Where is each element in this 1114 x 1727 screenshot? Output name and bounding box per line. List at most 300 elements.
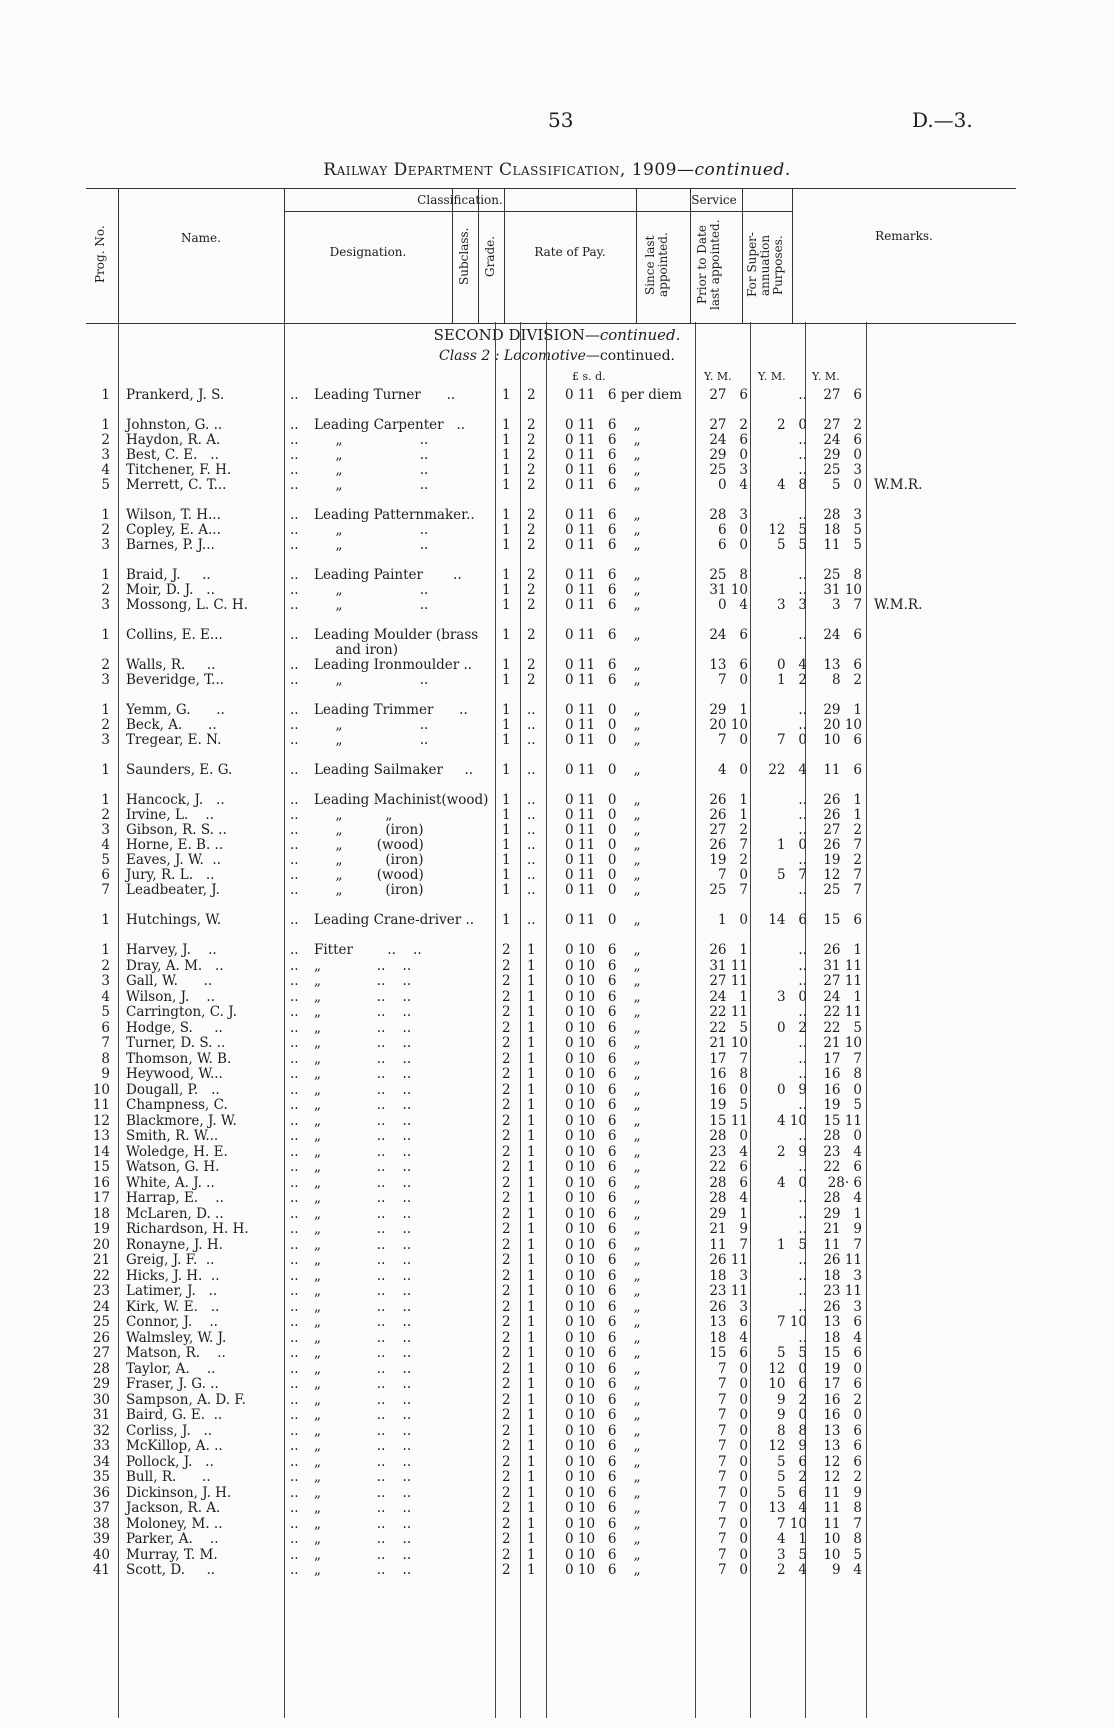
grade: 2 (527, 417, 536, 433)
designation: „ .. .. (314, 1206, 412, 1222)
since-last-appointed: 28 3 (709, 507, 748, 523)
prior-to-date: 9 0 (776, 1407, 807, 1423)
superannuation: 25 8 (823, 567, 862, 583)
col-divider (452, 189, 453, 323)
designation: „ .. .. (314, 1485, 412, 1501)
table-row (0, 598, 1114, 613)
since-last-appointed: 4 0 (717, 762, 748, 778)
prior-to-date: .. (798, 717, 807, 733)
table-row (0, 1269, 1114, 1284)
prior-to-date: 1 2 (776, 672, 807, 688)
prog-no: 28 (92, 1361, 110, 1377)
table-row (0, 1501, 1114, 1516)
prior-to-date: .. (798, 1128, 807, 1144)
grade: 1 (527, 1423, 536, 1439)
designation: „ .. (314, 522, 429, 538)
grade: 2 (527, 507, 536, 523)
since-last-appointed: 24 6 (709, 627, 748, 643)
superannuation: 8 2 (831, 672, 862, 688)
designation: „ (wood) (314, 837, 424, 853)
prog-no: 6 (101, 1020, 110, 1036)
prior-to-date: .. (798, 807, 807, 823)
table-row (0, 959, 1114, 974)
designation: „ .. .. (314, 1299, 412, 1315)
employee-name: Kirk, W. E. .. (126, 1299, 220, 1315)
since-last-appointed: 7 0 (717, 1547, 748, 1563)
designation: „ .. .. (314, 1004, 412, 1020)
grade: 1 (527, 1500, 536, 1516)
subclass: 1 (502, 387, 511, 403)
superannuation: 19 2 (823, 852, 862, 868)
prior-to-date: .. (798, 1299, 807, 1315)
grade: 1 (527, 1035, 536, 1051)
prog-no: 37 (92, 1500, 110, 1516)
for-super-heading: For Super-annuation Purposes. (745, 232, 785, 298)
table-row (0, 538, 1114, 553)
prior-to-date: 12 0 (768, 1361, 807, 1377)
table-row (0, 733, 1114, 748)
table-row (0, 1129, 1114, 1144)
leader-dots: .. (290, 657, 299, 673)
employee-name: Hicks, J. H. .. (126, 1268, 220, 1284)
designation-heading: Designation. (329, 245, 407, 259)
since-last-appointed: 19 5 (709, 1097, 748, 1113)
employee-name: Latimer, J. .. (126, 1283, 218, 1299)
rate-of-pay: 0 10 6 „ (565, 1454, 641, 1470)
section-title-main: SECOND DIVISION— (433, 326, 600, 344)
rate-of-pay: 0 10 6 „ (565, 942, 641, 958)
subclass: 2 (502, 1438, 511, 1454)
superannuation: 27 2 (823, 822, 862, 838)
table-row (0, 1253, 1114, 1268)
rate-of-pay: 0 11 6 „ (565, 567, 641, 583)
leader-dots: .. (290, 1097, 299, 1113)
subclass: 2 (502, 958, 511, 974)
table-row (0, 808, 1114, 823)
superannuation: 22 11 (823, 1004, 862, 1020)
prior-to-date: .. (798, 822, 807, 838)
subclass: 2 (502, 1361, 511, 1377)
rate-of-pay: 0 10 6 „ (565, 1051, 641, 1067)
designation: „ .. .. (314, 1051, 412, 1067)
leader-dots: .. (290, 1237, 299, 1253)
grade: 1 (527, 1221, 536, 1237)
employee-name: Parker, A. .. (126, 1531, 219, 1547)
table-row (0, 1346, 1114, 1361)
grade: .. (527, 882, 536, 898)
prog-no: 1 (101, 627, 110, 643)
grade: 1 (527, 1392, 536, 1408)
prior-to-date: 7 10 (776, 1314, 807, 1330)
leader-dots: .. (290, 1082, 299, 1098)
grade: 2 (527, 432, 536, 448)
table-row (0, 1207, 1114, 1222)
superannuation: 28 4 (823, 1190, 862, 1206)
table-row (0, 853, 1114, 868)
rate-of-pay: 0 11 6 per diem (565, 387, 682, 403)
designation: „ .. .. (314, 1159, 412, 1175)
employee-name: Collins, E. E... (126, 627, 223, 643)
prog-no: 30 (92, 1392, 110, 1408)
leader-dots: .. (290, 1051, 299, 1067)
leader-dots: .. (290, 807, 299, 823)
designation: Leading Ironmoulder .. (314, 657, 473, 673)
grade: 2 (527, 447, 536, 463)
grade: 1 (527, 1190, 536, 1206)
designation: „ .. .. (314, 1113, 412, 1129)
col-divider (690, 189, 691, 323)
since-last-appointed: 23 4 (709, 1144, 748, 1160)
employee-name: Scott, D. .. (126, 1562, 216, 1578)
designation: „ .. .. (314, 1407, 412, 1423)
designation: „ .. .. (314, 1283, 412, 1299)
employee-name: Eaves, J. W. .. (126, 852, 221, 868)
subclass: 2 (502, 1454, 511, 1470)
superannuation: 23 4 (823, 1144, 862, 1160)
leader-dots: .. (290, 973, 299, 989)
subclass: 1 (502, 732, 511, 748)
prog-no: 15 (92, 1159, 110, 1175)
table-row (0, 1005, 1114, 1020)
leader-dots: .. (290, 1469, 299, 1485)
prog-no: 33 (92, 1438, 110, 1454)
designation: „ .. .. (314, 1252, 412, 1268)
grade: .. (527, 792, 536, 808)
since-last-appointed: 7 0 (717, 867, 748, 883)
prior-to-date: .. (798, 1051, 807, 1067)
rate-of-pay: 0 11 0 „ (565, 807, 641, 823)
leader-dots: .. (290, 1392, 299, 1408)
superannuation: 19 5 (823, 1097, 862, 1113)
since-last-appointed: 26 1 (709, 807, 748, 823)
employee-name: Wilson, T. H... (126, 507, 221, 523)
subclass: 2 (502, 942, 511, 958)
rate-of-pay: 0 11 6 „ (565, 462, 641, 478)
prog-no: 12 (92, 1113, 110, 1129)
table-row (0, 1393, 1114, 1408)
since-last-appointed: 15 11 (709, 1113, 748, 1129)
leader-dots: .. (290, 1547, 299, 1563)
designation: Fitter .. .. (314, 942, 422, 958)
grade: 1 (527, 1283, 536, 1299)
table-row (0, 523, 1114, 538)
prior-units: Y. M. (758, 370, 786, 383)
designation: Leading Carpenter .. (314, 417, 466, 433)
subclass: 1 (502, 792, 511, 808)
grade: .. (527, 807, 536, 823)
grade: 1 (527, 1531, 536, 1547)
designation: „ .. .. (314, 1314, 412, 1330)
grade: 2 (527, 582, 536, 598)
rate-of-pay: 0 10 6 „ (565, 1175, 641, 1191)
table-row (0, 1191, 1114, 1206)
superannuation: 24 6 (823, 432, 862, 448)
prog-no: 1 (101, 387, 110, 403)
grade: 1 (527, 1469, 536, 1485)
grade: 2 (527, 537, 536, 553)
employee-name: Smith, R. W... (126, 1128, 219, 1144)
grade: 2 (527, 387, 536, 403)
table-row (0, 1331, 1114, 1346)
prog-no: 41 (92, 1562, 110, 1578)
since-last-appointed: 20 10 (709, 717, 748, 733)
designation: „ .. .. (314, 1469, 412, 1485)
remarks: W.M.R. (874, 597, 923, 613)
prog-no: 21 (92, 1252, 110, 1268)
subclass: 2 (502, 973, 511, 989)
table-row (0, 1083, 1114, 1098)
leader-dots: .. (290, 1314, 299, 1330)
rate-of-pay: 0 10 6 „ (565, 1299, 641, 1315)
since-last-appointed: 6 0 (717, 522, 748, 538)
prior-to-date: .. (798, 702, 807, 718)
designation: Leading Sailmaker .. (314, 762, 474, 778)
since-last-appointed: 7 0 (717, 672, 748, 688)
since-last-appointed: 6 0 (717, 537, 748, 553)
prog-no: 38 (92, 1516, 110, 1532)
table-row (0, 1160, 1114, 1175)
prog-no: 11 (92, 1097, 110, 1113)
since-last-appointed: 17 7 (709, 1051, 748, 1067)
since-last-appointed: 21 10 (709, 1035, 748, 1051)
section-sub-suffix: —continued. (585, 348, 675, 364)
table-row (0, 1486, 1114, 1501)
prior-to-date: 12 9 (768, 1438, 807, 1454)
employee-name: Thomson, W. B. (126, 1051, 232, 1067)
table-row (0, 990, 1114, 1005)
prog-no: 3 (101, 822, 110, 838)
since-last-appointed: 27 11 (709, 973, 748, 989)
employee-name: Copley, E. A... (126, 522, 221, 538)
rate-of-pay: 0 11 6 „ (565, 627, 641, 643)
subclass-heading: Subclass. (457, 227, 471, 285)
grade: 1 (527, 1562, 536, 1578)
since-last-appointed: 16 0 (709, 1082, 748, 1098)
leader-dots: .. (290, 822, 299, 838)
since-last-appointed: 28 6 (709, 1175, 748, 1191)
rate-of-pay: 0 11 0 „ (565, 732, 641, 748)
superannuation: 16 0 (823, 1082, 862, 1098)
table-row (0, 943, 1114, 958)
since-last-appointed: 7 0 (717, 1361, 748, 1377)
prior-to-date: 22 4 (768, 762, 807, 778)
since-last-appointed: 7 0 (717, 1454, 748, 1470)
since-last-appointed: 31 11 (709, 958, 748, 974)
rate-of-pay: 0 10 6 „ (565, 1082, 641, 1098)
since-last-appointed: 16 8 (709, 1066, 748, 1082)
rate-of-pay: 0 10 6 „ (565, 1361, 641, 1377)
prior-to-date: 4 0 (776, 1175, 807, 1191)
since-last-appointed: 11 7 (709, 1237, 748, 1253)
table-row (0, 418, 1114, 433)
designation: „ .. .. (314, 1562, 412, 1578)
superannuation: 13 6 (823, 1438, 862, 1454)
prior-to-date: 1 5 (776, 1237, 807, 1253)
subclass: 2 (502, 1035, 511, 1051)
remarks: W.M.R. (874, 477, 923, 493)
superannuation: 28 0 (823, 1128, 862, 1144)
rate-of-pay: 0 10 6 „ (565, 1330, 641, 1346)
subclass: 1 (502, 507, 511, 523)
subclass: 2 (502, 989, 511, 1005)
table-row (0, 1532, 1114, 1547)
designation: „ .. .. (314, 1500, 412, 1516)
subclass: 1 (502, 627, 511, 643)
rate-of-pay: 0 10 6 „ (565, 1562, 641, 1578)
designation: „ .. .. (314, 989, 412, 1005)
subclass: 2 (502, 1283, 511, 1299)
employee-name: Leadbeater, J. (126, 882, 220, 898)
superannuation: 21 9 (823, 1221, 862, 1237)
designation: Leading Painter .. (314, 567, 462, 583)
rate-of-pay: 0 11 0 „ (565, 762, 641, 778)
employee-name: Matson, R. .. (126, 1345, 226, 1361)
grade: 1 (527, 1314, 536, 1330)
designation: „ .. .. (314, 1221, 412, 1237)
superannuation: 9 4 (831, 1562, 862, 1578)
since-last-appointed: 21 9 (709, 1221, 748, 1237)
table-row (0, 1377, 1114, 1392)
employee-name: Ronayne, J. H. (126, 1237, 223, 1253)
since-last-appointed: 27 6 (709, 387, 748, 403)
table-row (0, 508, 1114, 523)
since-last-appointed: 26 1 (709, 792, 748, 808)
subclass: 2 (502, 1485, 511, 1501)
superannuation: 22 5 (823, 1020, 862, 1036)
employee-name: Yemm, G. .. (126, 702, 225, 718)
superannuation: 19 0 (823, 1361, 862, 1377)
leader-dots: .. (290, 417, 299, 433)
prog-no: 2 (101, 522, 110, 538)
superannuation: 26 11 (823, 1252, 862, 1268)
grade: 1 (527, 1299, 536, 1315)
superannuation: 21 10 (823, 1035, 862, 1051)
employee-name: McLaren, D. .. (126, 1206, 224, 1222)
grade: 1 (527, 989, 536, 1005)
superannuation: 15 11 (823, 1113, 862, 1129)
grade: 1 (527, 1206, 536, 1222)
subclass: 1 (502, 657, 511, 673)
leader-dots: .. (290, 852, 299, 868)
superannuation: 27 6 (823, 387, 862, 403)
grade: 1 (527, 1113, 536, 1129)
employee-name: Sampson, A. D. F. (126, 1392, 246, 1408)
rate-of-pay: 0 10 6 „ (565, 1469, 641, 1485)
designation: „ .. .. (314, 1345, 412, 1361)
table-row (0, 448, 1114, 463)
prior-to-date: 5 5 (776, 1345, 807, 1361)
prog-no: 3 (101, 597, 110, 613)
prior-to-date: .. (798, 958, 807, 974)
employee-name: Mossong, L. C. H. (126, 597, 248, 613)
prog-no: 3 (101, 732, 110, 748)
leader-dots: .. (290, 672, 299, 688)
prior-to-date: 10 6 (768, 1376, 807, 1392)
designation: Leading Turner .. (314, 387, 456, 403)
rate-of-pay: 0 10 6 „ (565, 1500, 641, 1516)
employee-name: Fraser, J. G. .. (126, 1376, 219, 1392)
prog-no: 8 (101, 1051, 110, 1067)
prior-to-date: .. (798, 1283, 807, 1299)
rate-of-pay: 0 10 6 „ (565, 1485, 641, 1501)
grade: 1 (527, 958, 536, 974)
employee-name: Best, C. E. .. (126, 447, 219, 463)
superannuation: 11 7 (823, 1516, 862, 1532)
designation: „ .. (314, 477, 429, 493)
prior-to-date: .. (798, 882, 807, 898)
grade: 2 (527, 522, 536, 538)
superannuation: 15 6 (823, 1345, 862, 1361)
employee-name: Hodge, S. .. (126, 1020, 223, 1036)
grade: 1 (527, 1485, 536, 1501)
prog-no: 1 (101, 912, 110, 928)
subclass: 1 (502, 822, 511, 838)
subclass: 2 (502, 1562, 511, 1578)
subclass: 2 (502, 1345, 511, 1361)
leader-dots: .. (290, 1438, 299, 1454)
grade: .. (527, 852, 536, 868)
prog-no: 2 (101, 807, 110, 823)
prior-to-date: 7 0 (776, 732, 807, 748)
subclass: 1 (502, 672, 511, 688)
employee-name: Wilson, J. .. (126, 989, 216, 1005)
leader-dots: .. (290, 462, 299, 478)
rate-of-pay: 0 10 6 „ (565, 1268, 641, 1284)
rate-of-pay: 0 11 6 „ (565, 447, 641, 463)
prog-no: 1 (101, 702, 110, 718)
superannuation: 18 4 (823, 1330, 862, 1346)
since-last-appointed: 28 4 (709, 1190, 748, 1206)
rate-of-pay: 0 10 6 „ (565, 1531, 641, 1547)
subclass: 2 (502, 1547, 511, 1563)
grade: .. (527, 762, 536, 778)
prog-no: 20 (92, 1237, 110, 1253)
designation: „ (iron) (314, 852, 424, 868)
table-row (0, 883, 1114, 898)
leader-dots: .. (290, 732, 299, 748)
since-last-appointed: 19 2 (709, 852, 748, 868)
rate-of-pay: 0 11 6 „ (565, 477, 641, 493)
rate-of-pay: 0 11 0 „ (565, 837, 641, 853)
rate-of-pay: 0 11 0 „ (565, 702, 641, 718)
superannuation: 31 11 (823, 958, 862, 974)
prior-to-date: .. (798, 1268, 807, 1284)
prior-to-date: .. (798, 1206, 807, 1222)
employee-name: Champness, C. (126, 1097, 228, 1113)
prior-to-date: .. (798, 447, 807, 463)
grade: 1 (527, 1082, 536, 1098)
grade: .. (527, 717, 536, 733)
prior-to-date: 3 0 (776, 989, 807, 1005)
super-units: Y. M. (812, 370, 840, 383)
subclass: 1 (502, 447, 511, 463)
table-row (0, 1424, 1114, 1439)
employee-name: Gibson, R. S. .. (126, 822, 227, 838)
prior-to-date: 0 2 (776, 1020, 807, 1036)
table-row (0, 974, 1114, 989)
subclass: 1 (502, 537, 511, 553)
superannuation: 29 1 (823, 1206, 862, 1222)
table-row (0, 1238, 1114, 1253)
grade: 1 (527, 1361, 536, 1377)
table-row (0, 1067, 1114, 1082)
designation: „ .. .. (314, 1531, 412, 1547)
superannuation: 12 2 (823, 1469, 862, 1485)
prior-to-date: 4 10 (776, 1113, 807, 1129)
prog-no: 23 (92, 1283, 110, 1299)
since-last-appointed: 29 1 (709, 1206, 748, 1222)
employee-name: Taylor, A. .. (126, 1361, 216, 1377)
